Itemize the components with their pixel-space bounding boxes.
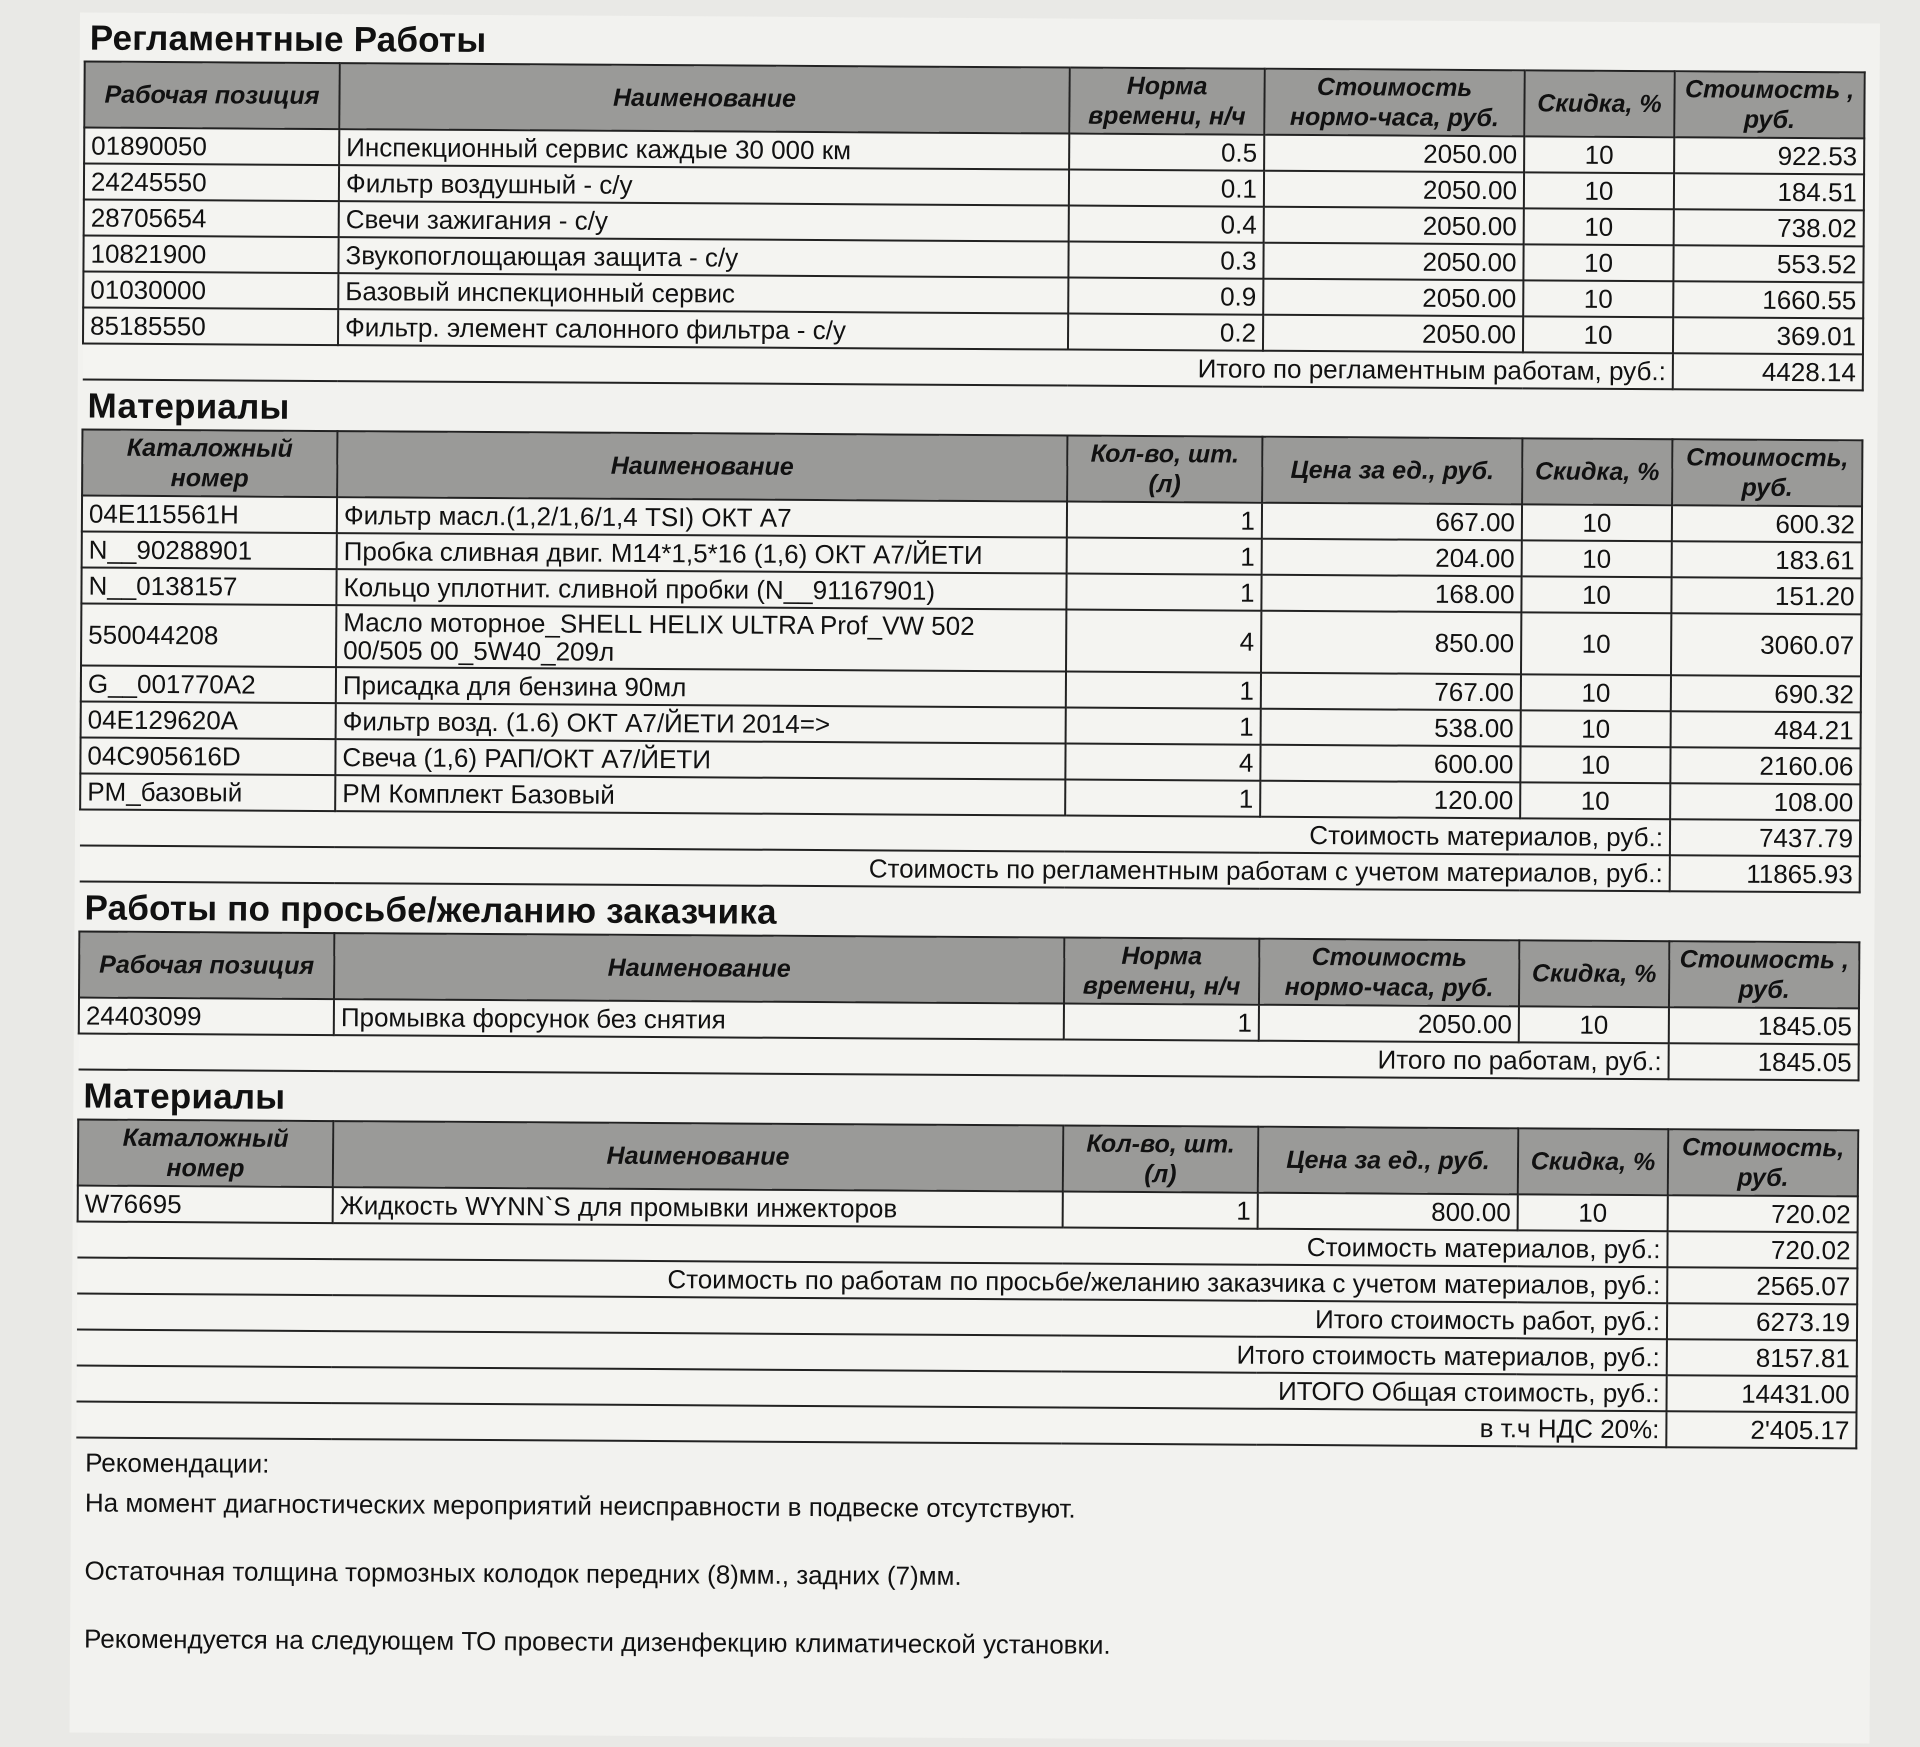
column-header: Цена за ед., руб.: [1258, 1127, 1518, 1195]
customer-works-total-label: Итого по работам, руб.:: [79, 1034, 1669, 1080]
column-header: Каталожный номер: [78, 1120, 333, 1188]
summary-label: ИТОГО Общая стоимость, руб.:: [77, 1366, 1667, 1412]
column-header: Наименование: [333, 1121, 1063, 1191]
price-cell: 120.00: [1260, 781, 1520, 819]
position-cell: 24403099: [79, 998, 334, 1036]
cost-cell: 183.61: [1672, 541, 1862, 578]
rate-cell: 2050.00: [1263, 243, 1523, 281]
discount-cell: 10: [1518, 1194, 1668, 1231]
quantity-cell: 1: [1067, 538, 1262, 575]
summary-value: 2'405.17: [1666, 1411, 1856, 1448]
summary-value: 720.02: [1667, 1231, 1857, 1268]
price-cell: 850.00: [1261, 611, 1521, 675]
summary-label: Итого стоимость материалов, руб.:: [77, 1330, 1667, 1376]
column-header: Стоимость нормо-часа, руб.: [1259, 939, 1519, 1007]
catalog-number-cell: N__0138157: [81, 568, 336, 606]
price-cell: 667.00: [1262, 503, 1522, 541]
column-header: Стоимость , руб.: [1669, 941, 1859, 1008]
rate-cell: 2050.00: [1263, 315, 1523, 353]
cost-cell: 184.51: [1674, 173, 1864, 210]
discount-cell: 10: [1524, 208, 1674, 245]
hours-cell: 1: [1064, 1004, 1259, 1041]
summary-label: в т.ч НДС 20%:: [76, 1402, 1666, 1448]
cost-cell: 108.00: [1670, 783, 1860, 820]
discount-cell: 10: [1521, 710, 1671, 747]
summary-value: 6273.19: [1667, 1303, 1857, 1340]
discount-cell: 10: [1522, 540, 1672, 577]
discount-cell: 10: [1521, 674, 1671, 711]
cost-cell: 690.32: [1671, 675, 1861, 712]
table-row: [81, 604, 1861, 677]
summary-value: 14431.00: [1667, 1375, 1857, 1412]
cost-cell: 1845.05: [1669, 1007, 1859, 1044]
cost-cell: 1660.55: [1673, 281, 1863, 318]
catalog-number-cell: 04E115561H: [82, 496, 337, 534]
document-page: [70, 13, 1880, 1744]
price-cell: 204.00: [1262, 539, 1522, 577]
cost-cell: 922.53: [1674, 137, 1864, 174]
hours-cell: 0.5: [1069, 134, 1264, 171]
quantity-cell: 1: [1063, 1192, 1258, 1229]
catalog-number-cell: W76695: [78, 1186, 333, 1224]
works-header-row: [84, 62, 1864, 139]
cost-cell: 720.02: [1668, 1195, 1858, 1232]
materials-cost-value: 7437.79: [1670, 819, 1860, 856]
column-header: Скидка, %: [1522, 438, 1672, 505]
name-cell: PM Комплект Базовый: [335, 775, 1065, 815]
catalog-number-cell: 04C905616D: [80, 738, 335, 776]
column-header: Наименование: [337, 431, 1067, 501]
works-total-value: 4428.14: [1673, 353, 1863, 390]
cost-cell: 369.01: [1673, 317, 1863, 354]
works-table: [82, 61, 1866, 392]
column-header: Наименование: [339, 63, 1069, 133]
name-cell: Фильтр воздушный - с/у: [339, 165, 1069, 205]
discount-cell: 10: [1522, 504, 1672, 541]
discount-cell: 10: [1520, 746, 1670, 783]
summary-label: Стоимость по работам по просьбе/желанию заказчика с учетом материалов, руб.:: [77, 1258, 1667, 1304]
customer-works-header-row: [79, 932, 1859, 1009]
quantity-cell: 1: [1066, 708, 1261, 745]
customer-works-table: [78, 931, 1861, 1082]
price-cell: 800.00: [1258, 1193, 1518, 1231]
position-cell: 01890050: [84, 128, 339, 166]
customer-materials-header-row: [78, 1120, 1858, 1197]
column-header: Цена за ед., руб.: [1262, 437, 1522, 505]
hours-cell: 0.3: [1068, 242, 1263, 279]
rate-cell: 2050.00: [1264, 207, 1524, 245]
materials-table: [79, 429, 1864, 894]
position-cell: 85185550: [83, 308, 338, 346]
position-cell: 24245550: [84, 164, 339, 202]
name-cell: Кольцо уплотнит. сливной пробки (N__91167901): [336, 569, 1066, 609]
cost-cell: 553.52: [1673, 245, 1863, 282]
name-cell: Инспекционный сервис каждые 30 000 км: [339, 129, 1069, 169]
discount-cell: 10: [1523, 280, 1673, 317]
hours-cell: 0.4: [1069, 206, 1264, 243]
column-header: Кол-во, шт. (л): [1063, 1126, 1258, 1193]
recommendation-item: На момент диагностических мероприятий неисправности в подвеске отсутствуют.: [84, 1487, 1076, 1524]
quantity-cell: 1: [1066, 672, 1261, 709]
catalog-number-cell: 550044208: [81, 604, 336, 668]
quantity-cell: 4: [1066, 610, 1261, 673]
catalog-number-cell: 04E129620A: [81, 702, 336, 740]
catalog-number-cell: PM_базовый: [80, 774, 335, 812]
recommendation-item: Рекомендуется на следующем ТО провести дизенфекцию климатической установки.: [83, 1623, 1111, 1660]
quantity-cell: 1: [1066, 574, 1261, 611]
discount-cell: 10: [1521, 576, 1671, 613]
summary-value: 2565.07: [1667, 1267, 1857, 1304]
discount-cell: 10: [1520, 782, 1670, 819]
cost-cell: 600.32: [1672, 505, 1862, 542]
column-header: Стоимость, руб.: [1672, 439, 1862, 506]
quantity-cell: 1: [1065, 780, 1260, 817]
name-cell: Свеча (1,6) РАП/ОКТ А7/ЙЕТИ: [335, 739, 1065, 779]
price-cell: 767.00: [1261, 673, 1521, 711]
discount-cell: 10: [1523, 316, 1673, 353]
discount-cell: 10: [1523, 244, 1673, 281]
customer-materials-table: [75, 1119, 1859, 1450]
column-header: Норма времени, н/ч: [1069, 68, 1264, 135]
rate-cell: 2050.00: [1259, 1005, 1519, 1043]
name-cell: Свечи зажигания - с/у: [339, 201, 1069, 241]
price-cell: 538.00: [1261, 709, 1521, 747]
cost-cell: 2160.06: [1670, 747, 1860, 784]
discount-cell: 10: [1524, 136, 1674, 173]
column-header: Норма времени, н/ч: [1064, 938, 1259, 1005]
recommendation-item: Остаточная толщина тормозных колодок передних (8)мм., задних (7)мм.: [84, 1555, 962, 1591]
recommendations: [84, 1447, 1871, 1666]
works-total-label: Итого по регламентным работам, руб.:: [83, 344, 1673, 390]
column-header: Стоимость нормо-часа, руб.: [1264, 69, 1524, 137]
column-header: Рабочая позиция: [84, 62, 339, 130]
cost-cell: 151.20: [1671, 577, 1861, 614]
column-header: Рабочая позиция: [79, 932, 334, 1000]
discount-cell: 10: [1519, 1006, 1669, 1043]
position-cell: 28705654: [84, 200, 339, 238]
discount-cell: 10: [1524, 172, 1674, 209]
name-cell: Масло моторное_SHELL HELIX ULTRA Prof_VW 502 00/505 00_5W40_209л: [336, 605, 1066, 671]
column-header: Стоимость , руб.: [1674, 71, 1864, 138]
customer-works-total-value: 1845.05: [1669, 1043, 1859, 1080]
catalog-number-cell: N__90288901: [82, 532, 337, 570]
works-section-title: Регламентные Работы: [89, 18, 487, 60]
column-header: Скидка, %: [1518, 1128, 1668, 1195]
name-cell: Жидкость WYNN`S для промывки инжекторов: [333, 1187, 1063, 1227]
catalog-number-cell: G__001770A2: [81, 666, 336, 704]
name-cell: Базовый инспекционный сервис: [338, 273, 1068, 313]
name-cell: Пробка сливная двиг. М14*1,5*16 (1,6) ОКТ А7/ЙЕТИ: [337, 533, 1067, 573]
cost-cell: 3060.07: [1671, 613, 1861, 676]
rate-cell: 2050.00: [1264, 135, 1524, 173]
rate-cell: 2050.00: [1263, 279, 1523, 317]
price-cell: 600.00: [1260, 745, 1520, 783]
recommendations-heading: Рекомендации:: [85, 1447, 270, 1479]
hours-cell: 0.2: [1068, 314, 1263, 351]
materials-total-label: Стоимость по регламентным работам с учетом материалов, руб.:: [80, 846, 1670, 892]
name-cell: Фильтр возд. (1.6) ОКТ А7/ЙЕТИ 2014=>: [336, 703, 1066, 743]
hours-cell: 0.1: [1069, 170, 1264, 207]
name-cell: Присадка для бензина 90мл: [336, 667, 1066, 707]
position-cell: 01030000: [83, 272, 338, 310]
cost-cell: 484.21: [1671, 711, 1861, 748]
position-cell: 10821900: [83, 236, 338, 274]
column-header: Скидка, %: [1519, 940, 1669, 1007]
materials-cost-label: Стоимость материалов, руб.:: [80, 810, 1670, 856]
name-cell: Звукопоглощающая защита - с/у: [338, 237, 1068, 277]
materials-header-row: [82, 430, 1862, 507]
summary-value: 8157.81: [1667, 1339, 1857, 1376]
discount-cell: 10: [1521, 612, 1671, 675]
column-header: Наименование: [334, 933, 1064, 1003]
summary-label: Итого стоимость работ, руб.:: [77, 1294, 1667, 1340]
materials-total-value: 11865.93: [1670, 855, 1860, 892]
quantity-cell: 1: [1067, 502, 1262, 539]
customer-works-section-title: Работы по просьбе/желанию заказчика: [84, 888, 777, 932]
customer-materials-section-title: Материалы: [83, 1076, 286, 1117]
summary-label: Стоимость материалов, руб.:: [77, 1222, 1667, 1268]
hours-cell: 0.9: [1068, 278, 1263, 315]
cost-cell: 738.02: [1674, 209, 1864, 246]
name-cell: Фильтр. элемент салонного фильтра - с/у: [338, 309, 1068, 349]
column-header: Кол-во, шт. (л): [1067, 436, 1262, 503]
column-header: Каталожный номер: [82, 430, 337, 498]
column-header: Скидка, %: [1524, 70, 1674, 137]
price-cell: 168.00: [1261, 575, 1521, 613]
name-cell: Фильтр масл.(1,2/1,6/1,4 TSI) ОКТ А7: [337, 497, 1067, 537]
rate-cell: 2050.00: [1264, 171, 1524, 209]
column-header: Стоимость, руб.: [1668, 1129, 1858, 1196]
materials-section-title: Материалы: [87, 386, 290, 427]
quantity-cell: 4: [1065, 744, 1260, 781]
name-cell: Промывка форсунок без снятия: [334, 999, 1064, 1039]
